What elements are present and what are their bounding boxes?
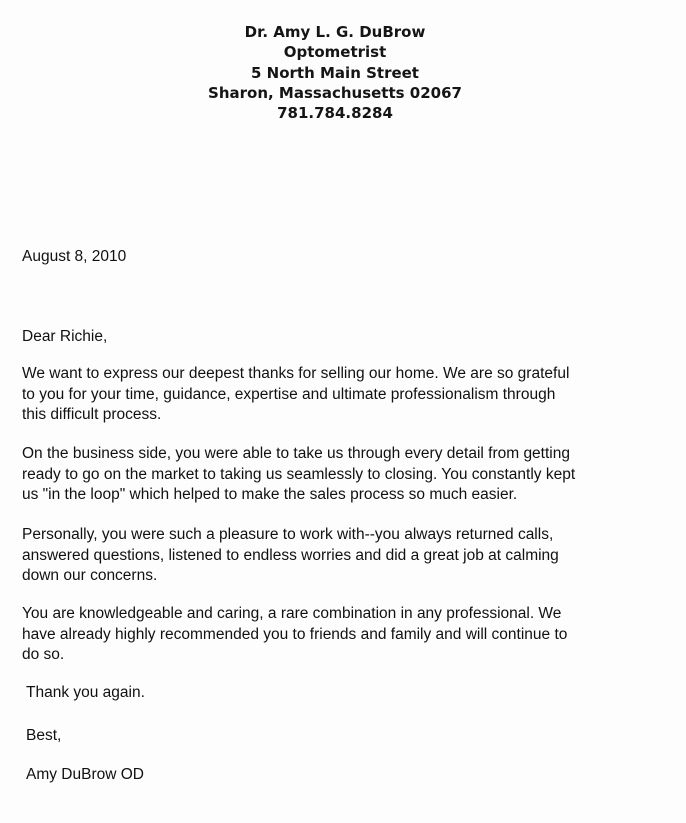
paragraph-line: do so.	[22, 646, 65, 663]
paragraph-line: Personally, you were such a pleasure to work with--you always returned calls,	[22, 526, 554, 543]
closing-thanks: Thank you again.	[26, 684, 145, 701]
body-paragraph-2	[22, 444, 662, 506]
letterhead-title: Optometrist	[283, 43, 387, 62]
letter-date: August 8, 2010	[22, 248, 127, 265]
paragraph-line: have already highly recommended you to friends and family and will continue to	[22, 625, 568, 643]
signature-name: Amy DuBrow OD	[26, 766, 144, 783]
paragraph-line: ready to go on the market to taking us seamlessly to closing. You constantly kept	[22, 465, 576, 483]
closing-signoff: Best,	[26, 727, 62, 744]
paragraph-line: this difficult process.	[22, 406, 162, 423]
paragraph-line: to you for your time, guidance, expertise and ultimate professionalism through	[22, 385, 556, 403]
paragraph-line: We want to express our deepest thanks for selling our home. We are so grateful	[22, 365, 570, 382]
body-paragraph-3	[22, 525, 662, 587]
paragraph-line: down our concerns.	[22, 567, 158, 584]
letterhead	[0, 22, 670, 123]
letterhead-name: Dr. Amy L. G. DuBrow	[244, 23, 426, 41]
paragraph-line: answered questions, listened to endless worries and did a great job at calming	[22, 546, 559, 564]
body-paragraph-1	[22, 364, 662, 426]
paragraph-line: On the business side, you were able to take us through every detail from getting	[22, 445, 570, 462]
letterhead-street: 5 North Main Street	[251, 63, 419, 82]
body-paragraph-4	[22, 604, 662, 666]
letterhead-city: Sharon, Massachusetts 02067	[208, 83, 462, 102]
letterhead-phone: 781.784.8284	[277, 104, 393, 123]
paragraph-line: You are knowledgeable and caring, a rare combination in any professional. We	[22, 605, 562, 622]
salutation: Dear Richie,	[22, 328, 108, 345]
paragraph-line: us "in the loop" which helped to make the sales process so much easier.	[22, 486, 518, 503]
